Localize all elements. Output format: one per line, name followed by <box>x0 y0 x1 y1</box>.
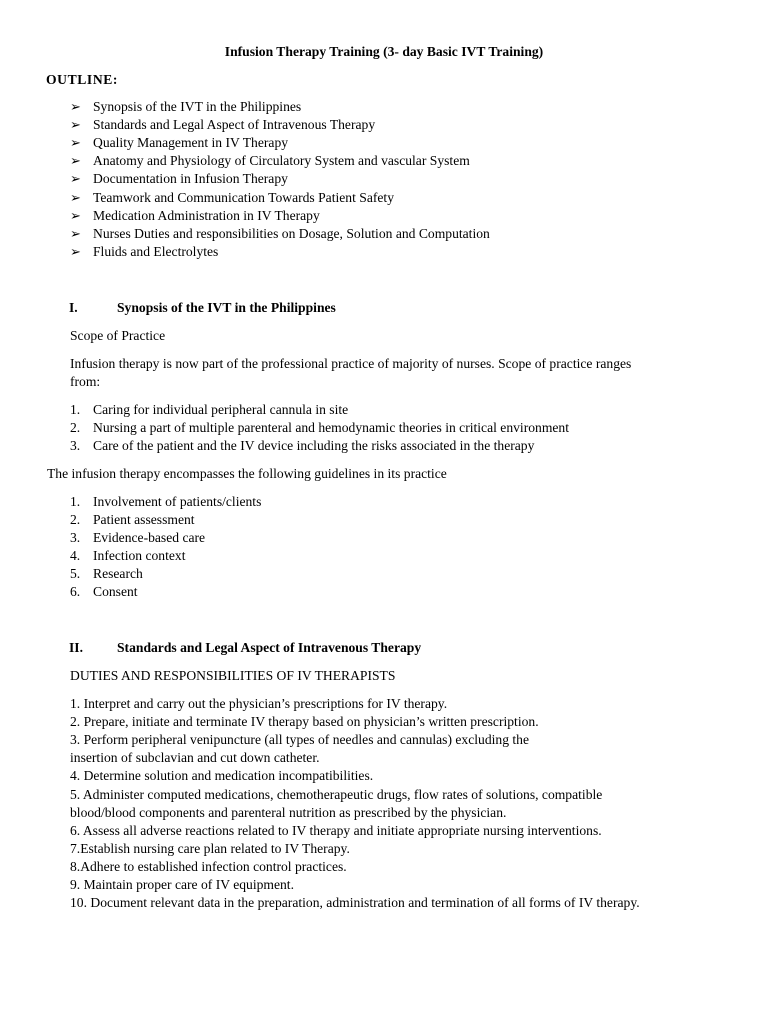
arrow-bullet-icon: ➢ <box>70 153 81 168</box>
duty-line: blood/blood components and parenteral nutrition as prescribed by the physician. <box>70 805 507 820</box>
arrow-bullet-icon: ➢ <box>70 171 81 186</box>
duty-line: 3. Perform peripheral venipuncture (all types of needles and cannulas) excluding the <box>70 732 530 747</box>
outline-item-text: Fluids and Electrolytes <box>93 244 219 259</box>
section-subheading: Scope of Practice <box>70 328 166 343</box>
arrow-bullet-icon: ➢ <box>70 244 81 259</box>
duty-line: 9. Maintain proper care of IV equipment. <box>70 877 294 892</box>
list-item-text: Consent <box>93 584 138 599</box>
outline-item-text: Medication Administration in IV Therapy <box>93 208 320 223</box>
arrow-bullet-icon: ➢ <box>70 99 81 114</box>
outline-item-text: Standards and Legal Aspect of Intravenous Therapy <box>93 117 376 132</box>
list-number: 6. <box>70 584 81 599</box>
duty-line: 7.Establish nursing care plan related to IV Therapy. <box>70 841 350 856</box>
list-item-text: Infection context <box>93 548 186 563</box>
section-title: Synopsis of the IVT in the Philippines <box>117 300 336 315</box>
outline-heading: OUTLINE: <box>46 72 119 87</box>
list-item-text: Patient assessment <box>93 512 195 527</box>
duty-line: 6. Assess all adverse reactions related to IV therapy and initiate appropriate nursing interventions. <box>70 823 602 838</box>
arrow-bullet-icon: ➢ <box>70 135 81 150</box>
section-title: Standards and Legal Aspect of Intravenous Therapy <box>117 640 422 655</box>
arrow-bullet-icon: ➢ <box>70 208 81 223</box>
outline-item-text: Teamwork and Communication Towards Patient Safety <box>93 190 394 205</box>
list-number: 5. <box>70 566 81 581</box>
document-title: Infusion Therapy Training (3- day Basic IVT Training) <box>224 44 544 59</box>
list-number: 1. <box>70 402 81 417</box>
duty-line: 8.Adhere to established infection control practices. <box>70 859 347 874</box>
arrow-bullet-icon: ➢ <box>70 190 81 205</box>
list-number: 2. <box>70 512 81 527</box>
list-item-text: Evidence-based care <box>93 530 206 545</box>
outline-item-text: Anatomy and Physiology of Circulatory System and vascular System <box>93 153 470 168</box>
list-number: 1. <box>70 494 81 509</box>
section-number: II. <box>69 640 83 655</box>
arrow-bullet-icon: ➢ <box>70 117 81 132</box>
outline-item-text: Documentation in Infusion Therapy <box>93 171 288 186</box>
outline-item-text: Synopsis of the IVT in the Philippines <box>93 99 302 114</box>
list-number: 2. <box>70 420 81 435</box>
duty-line: 4. Determine solution and medication incompatibilities. <box>70 768 374 783</box>
section-number: I. <box>69 300 78 315</box>
duty-line: 10. Document relevant data in the preparation, administration and termination of all forms of IV therapy. <box>70 895 640 910</box>
list-item-text: Care of the patient and the IV device including the risks associated in the therapy <box>93 438 535 453</box>
outline-item-text: Quality Management in IV Therapy <box>93 135 289 150</box>
list-number: 4. <box>70 548 81 563</box>
duty-line: 5. Administer computed medications, chemotherapeutic drugs, flow rates of solutions, compatible <box>70 787 603 802</box>
guidelines-intro: The infusion therapy encompasses the following guidelines in its practice <box>47 466 447 481</box>
outline-item-text: Nurses Duties and responsibilities on Dosage, Solution and Computation <box>93 226 490 241</box>
list-item-text: Nursing a part of multiple parenteral and hemodynamic theories in critical environment <box>93 420 570 435</box>
section-subheading: DUTIES AND RESPONSIBILITIES OF IV THERAPISTS <box>70 668 396 683</box>
list-item-text: Research <box>93 566 143 581</box>
duty-line: 2. Prepare, initiate and terminate IV therapy based on physician’s written prescription. <box>70 714 539 729</box>
duty-line: 1. Interpret and carry out the physician’s prescriptions for IV therapy. <box>70 696 448 711</box>
list-number: 3. <box>70 530 81 545</box>
list-item-text: Caring for individual peripheral cannula in site <box>93 402 349 417</box>
list-item-text: Involvement of patients/clients <box>93 494 262 509</box>
duty-line: insertion of subclavian and cut down catheter. <box>70 750 320 765</box>
arrow-bullet-icon: ➢ <box>70 226 81 241</box>
paragraph-line: from: <box>70 374 101 389</box>
paragraph-line: Infusion therapy is now part of the professional practice of majority of nurses. Scope of practice ranges <box>70 356 632 371</box>
list-number: 3. <box>70 438 81 453</box>
